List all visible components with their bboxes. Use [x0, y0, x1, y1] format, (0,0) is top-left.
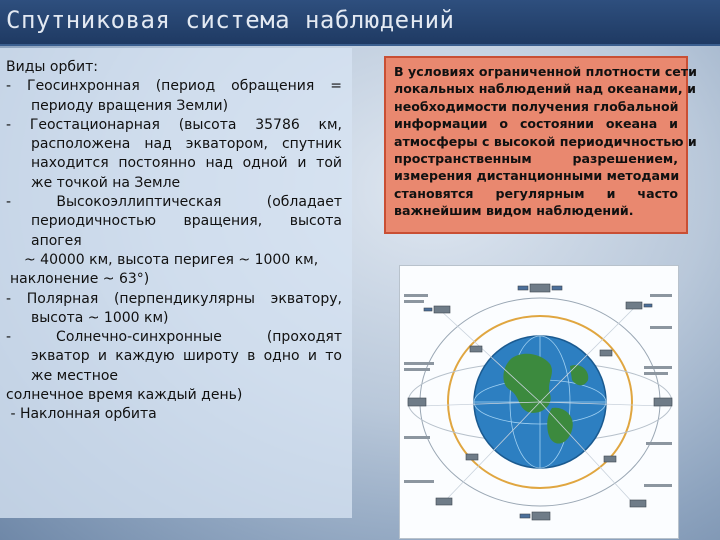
text-line: - Высокоэллиптическая (обладает	[6, 194, 342, 211]
satellite-constellation-icon	[400, 266, 678, 538]
text-line: - Наклонная орбита	[6, 406, 157, 423]
text-line: находится постоянно над одной и той	[31, 155, 342, 172]
callout-line: важнейшим видом наблюдений.	[394, 203, 634, 219]
text-line: же точкой на Земле	[31, 174, 181, 191]
text-line: наклонение ~ 63°)	[10, 271, 150, 288]
callout-line: локальных наблюдений над океанами, и	[394, 81, 696, 97]
callout-line: измерения дистанционными методами	[394, 168, 680, 184]
satellite-orbits-diagram	[399, 265, 679, 539]
text-line: Виды орбит:	[6, 59, 98, 75]
title-bar	[0, 0, 720, 46]
text-line: - Полярная (перпендикулярны экватору,	[6, 290, 342, 307]
slide-title: Спутниковая система наблюдений	[6, 6, 455, 34]
text-line: ~ 40000 км, высота перигея ~ 1000 км,	[24, 251, 319, 268]
text-line: высота ~ 1000 км)	[31, 309, 169, 326]
text-line: апогея	[31, 232, 82, 249]
text-line: периоду вращения Земли)	[31, 97, 229, 114]
text-line: периодичностью вращения, высота	[31, 213, 342, 230]
text-line: же местное	[31, 367, 119, 384]
text-line: - Геосинхронная (период обращения =	[6, 78, 342, 95]
callout-line: информации о состоянии океана и	[394, 116, 678, 132]
callout-line: пространственным разрешением,	[394, 151, 678, 167]
ocean-observation-callout	[384, 56, 697, 234]
callout-line: становятся регулярным и часто	[394, 185, 678, 201]
text-line: - Геостационарная (высота 35786 км,	[6, 116, 342, 133]
callout-line: В условиях ограниченной плотности сети	[394, 64, 697, 79]
callout-line: необходимости получения глобальной	[394, 98, 679, 114]
text-line: расположена над экватором, спутник	[31, 136, 342, 153]
text-line: экватор и каждую широту в одно и то	[31, 348, 342, 365]
text-line: - Солнечно-синхронные (проходят	[6, 329, 342, 346]
text-line: солнечное время каждый день)	[6, 387, 243, 404]
orbit-types-text	[6, 58, 342, 425]
callout-line: атмосферы с высокой периодичностью и	[394, 133, 697, 149]
